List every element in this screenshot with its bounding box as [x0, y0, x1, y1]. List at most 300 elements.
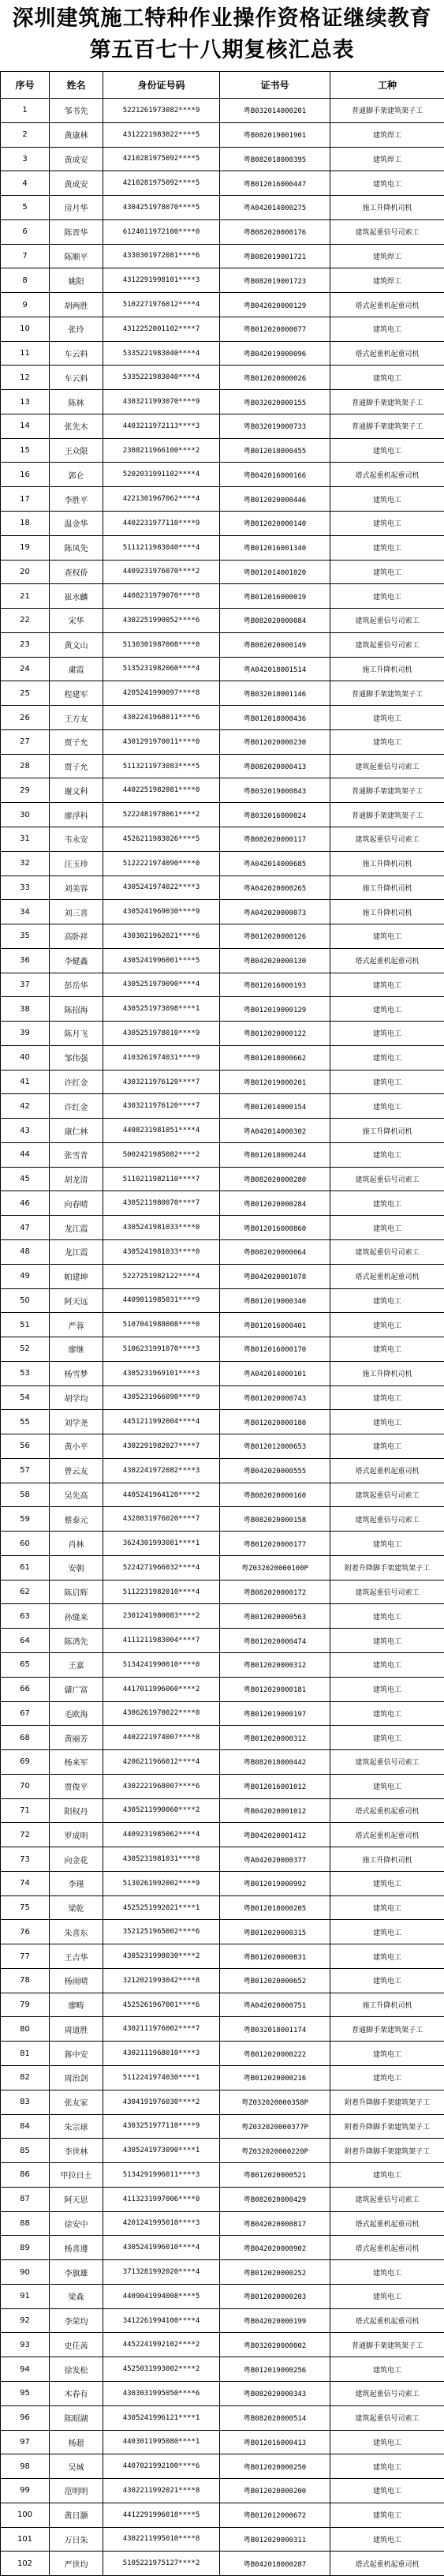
- cell-cert: 粤B042020000129: [220, 293, 330, 317]
- cell-trade: 施工升降机司机: [330, 657, 444, 681]
- cell-name: 贾俊平: [50, 1774, 103, 1798]
- cell-trade: 建筑电工: [330, 1434, 444, 1459]
- cell-name: 徐发松: [50, 2357, 103, 2382]
- cell-trade: 建筑电工: [330, 997, 444, 1022]
- cell-seq: 8: [1, 268, 50, 293]
- cell-trade: 建筑电工: [330, 366, 444, 390]
- table-row: [1, 219, 444, 244]
- table-row: [1, 2357, 444, 2382]
- cell-cert: 粤B032019000843: [220, 778, 330, 803]
- cell-name: 杨喜遵: [50, 2236, 103, 2260]
- table-row: [1, 366, 444, 390]
- cell-seq: 45: [1, 1167, 50, 1191]
- cell-name: 康仁林: [50, 1119, 103, 1143]
- cell-cert: 粤A042014000302: [220, 1119, 330, 1143]
- cell-name: 范明明: [50, 2479, 103, 2503]
- cell-seq: 64: [1, 1629, 50, 1653]
- cell-name: 帕建坤: [50, 1264, 103, 1288]
- cell-id: 5110211982110****7: [103, 1167, 220, 1191]
- cell-trade: 建筑电工: [330, 729, 444, 754]
- table-row: [1, 1434, 444, 1459]
- cell-trade: 塔式起重机起重司机: [330, 2552, 444, 2576]
- table-row: [1, 706, 444, 730]
- cell-cert: 粤B012020000521: [220, 2163, 330, 2188]
- cell-name: 吴先高: [50, 1483, 103, 1507]
- cell-id: 4305231966090****9: [103, 1385, 220, 1410]
- cell-cert: 粤B082020000160: [220, 1483, 330, 1507]
- cell-id: 5222481978061****2: [103, 803, 220, 827]
- table-row: [1, 778, 444, 803]
- cell-id: 4305231969101****3: [103, 1361, 220, 1385]
- cell-cert: 粤B042018000287: [220, 2552, 330, 2576]
- cell-seq: 10: [1, 317, 50, 341]
- table-row: [1, 2479, 444, 2503]
- cell-seq: 46: [1, 1191, 50, 1216]
- cell-trade: 附着升降脚手架建筑架子工: [330, 1555, 444, 1580]
- cell-cert: 粤B082020000149: [220, 632, 330, 657]
- table-row: [1, 1580, 444, 1604]
- table-row: [1, 1142, 444, 1167]
- cell-trade: 建筑起重信号司索工: [330, 2187, 444, 2211]
- table-row: [1, 2187, 444, 2211]
- cell-id: 5107041988008****0: [103, 1313, 220, 1337]
- cell-trade: 建筑焊工: [330, 244, 444, 268]
- cell-cert: 粤B012020000222: [220, 2042, 330, 2066]
- cell-id: 2308211966100****2: [103, 438, 220, 463]
- cell-name: 李瑾: [50, 1871, 103, 1895]
- cell-trade: 建筑电工: [330, 1532, 444, 1556]
- cell-cert: 粤B012020000026: [220, 366, 330, 390]
- cell-seq: 98: [1, 2454, 50, 2479]
- cell-trade: 建筑电工: [330, 2163, 444, 2188]
- cell-cert: 粤Z032020000100P: [220, 1555, 330, 1580]
- cell-trade: 建筑电工: [330, 973, 444, 997]
- title-line-2: 第五百七十八期复核汇总表: [0, 35, 444, 66]
- cell-seq: 47: [1, 1216, 50, 1240]
- cell-id: 4408231979070****8: [103, 584, 220, 609]
- table-row: [1, 438, 444, 463]
- cell-cert: 粤B012020000284: [220, 1191, 330, 1216]
- cell-trade: 施工升降机司机: [330, 900, 444, 924]
- cell-trade: 建筑起重信号司索工: [330, 1167, 444, 1191]
- cell-seq: 52: [1, 1337, 50, 1362]
- cell-id: 4302111968010****3: [103, 2042, 220, 2066]
- cell-seq: 5: [1, 196, 50, 220]
- table-row: [1, 2284, 444, 2308]
- cell-cert: 粤B012019000340: [220, 1288, 330, 1313]
- cell-seq: 21: [1, 584, 50, 609]
- table-row: [1, 1216, 444, 1240]
- cell-trade: 施工升降机司机: [330, 1361, 444, 1385]
- cell-trade: 建筑焊工: [330, 122, 444, 147]
- cell-id: 3412261994100****4: [103, 2308, 220, 2333]
- cell-trade: 建筑电工: [330, 487, 444, 512]
- header-trade: 工种: [330, 72, 444, 99]
- cell-cert: 粤B012019000197: [220, 1701, 330, 1726]
- cell-name: 龙江霞: [50, 1239, 103, 1264]
- cell-trade: 施工升降机司机: [330, 851, 444, 876]
- table-row: [1, 1823, 444, 1847]
- table-row: [1, 317, 444, 341]
- cell-id: 5112241974030****1: [103, 2066, 220, 2090]
- cell-name: 车云料: [50, 366, 103, 390]
- cell-trade: 建筑电工: [330, 2066, 444, 2090]
- cell-id: 4525251992021****1: [103, 1895, 220, 1920]
- cell-name: 梁森: [50, 2284, 103, 2308]
- cell-trade: 建筑起重信号司索工: [330, 219, 444, 244]
- cell-id: 4302241972082****3: [103, 1458, 220, 1483]
- cell-id: 4305251973098****1: [103, 997, 220, 1022]
- cell-name: 杨来军: [50, 1750, 103, 1775]
- cell-cert: 粤B012019000129: [220, 997, 330, 1022]
- table-row: [1, 487, 444, 512]
- table-row: [1, 2163, 444, 2188]
- cell-name: 朱喜东: [50, 1920, 103, 1944]
- cell-name: 张友家: [50, 2090, 103, 2114]
- cell-seq: 56: [1, 1434, 50, 1459]
- cell-name: 李荣均: [50, 2308, 103, 2333]
- cell-name: 徐安中: [50, 2211, 103, 2236]
- cell-name: 黄丽芳: [50, 1726, 103, 1750]
- cell-seq: 53: [1, 1361, 50, 1385]
- cell-trade: 建筑电工: [330, 1094, 444, 1119]
- cell-name: 朱宗球: [50, 2114, 103, 2139]
- cell-id: 4328031976020****7: [103, 1507, 220, 1532]
- cell-cert: 粤B082020000280: [220, 1167, 330, 1191]
- cell-id: 4303211993070****9: [103, 390, 220, 414]
- table-row: [1, 268, 444, 293]
- cell-seq: 50: [1, 1288, 50, 1313]
- cell-id: 4305241981033****0: [103, 1216, 220, 1240]
- cell-id: 4305251979090****4: [103, 973, 220, 997]
- table-row: [1, 876, 444, 900]
- cell-id: 4417011996060****2: [103, 1677, 220, 1701]
- cell-seq: 93: [1, 2333, 50, 2357]
- cell-id: 4302211995010****8: [103, 2527, 220, 2552]
- cell-cert: 粤B012020000203: [220, 2284, 330, 2308]
- cell-seq: 24: [1, 657, 50, 681]
- cell-seq: 26: [1, 706, 50, 730]
- cell-cert: 粤B082020000176: [220, 219, 330, 244]
- cell-seq: 35: [1, 924, 50, 949]
- table-row: [1, 293, 444, 317]
- cell-cert: 粤B012020000216: [220, 2066, 330, 2090]
- cell-name: 刘学尧: [50, 1410, 103, 1434]
- cell-trade: 建筑电工: [330, 535, 444, 560]
- table-row: [1, 1483, 444, 1507]
- cell-seq: 39: [1, 1022, 50, 1046]
- cell-trade: 附着升降脚手架建筑架子工: [330, 2114, 444, 2139]
- cell-seq: 95: [1, 2381, 50, 2405]
- cell-trade: 建筑电工: [330, 1191, 444, 1216]
- table-row: [1, 1022, 444, 1046]
- cell-cert: 粤B082018000395: [220, 147, 330, 171]
- cell-id: 5130301987008****0: [103, 632, 220, 657]
- cell-cert: 粤B012016000413: [220, 2430, 330, 2454]
- cell-trade: 建筑起重信号司索工: [330, 1507, 444, 1532]
- cell-id: 3713281992020****4: [103, 2260, 220, 2285]
- cell-cert: 粤B042020001412: [220, 1823, 330, 1847]
- cell-name: 张雪青: [50, 1142, 103, 1167]
- table-row: [1, 1385, 444, 1410]
- cell-trade: 建筑电工: [330, 1944, 444, 1969]
- cell-seq: 65: [1, 1653, 50, 1678]
- cell-name: 肖林: [50, 1532, 103, 1556]
- cell-cert: 粤A042020000751: [220, 1993, 330, 2017]
- cell-id: 4210281975092****5: [103, 171, 220, 196]
- cell-trade: 建筑电工: [330, 1895, 444, 1920]
- cell-name: 王嘉: [50, 1653, 103, 1678]
- cell-id: 4403011995080****1: [103, 2430, 220, 2454]
- cell-trade: 建筑电工: [330, 1774, 444, 1798]
- cell-id: 4302221968007****6: [103, 1774, 220, 1798]
- cell-name: 陈顺平: [50, 244, 103, 268]
- cell-seq: 1: [1, 99, 50, 123]
- cell-id: 4201241995010****3: [103, 2211, 220, 2236]
- cell-trade: 施工升降机司机: [330, 876, 444, 900]
- table-row: [1, 1045, 444, 1070]
- cell-id: 4302211992021****8: [103, 2479, 220, 2503]
- table-row: [1, 973, 444, 997]
- summary-table: [0, 71, 444, 2576]
- table-row: [1, 2405, 444, 2430]
- cell-id: 5113211973083****5: [103, 754, 220, 778]
- cell-name: 杨雪梦: [50, 1361, 103, 1385]
- cell-trade: 建筑起重信号司索工: [330, 1580, 444, 1604]
- cell-name: 蒋中安: [50, 2042, 103, 2066]
- cell-trade: 建筑起重信号司索工: [330, 754, 444, 778]
- cell-name: 黄文山: [50, 632, 103, 657]
- cell-name: 万日朱: [50, 2527, 103, 2552]
- cell-cert: 粤B042020000555: [220, 1458, 330, 1483]
- cell-trade: 建筑电工: [330, 2503, 444, 2527]
- cell-seq: 28: [1, 754, 50, 778]
- cell-name: 廖畴: [50, 1993, 103, 2017]
- cell-id: 4305241996010****4: [103, 2236, 220, 2260]
- cell-id: 4305211980070****7: [103, 1191, 220, 1216]
- table-row: [1, 2503, 444, 2527]
- cell-id: 4305241996121****1: [103, 2405, 220, 2430]
- cell-cert: 粤B082020000158: [220, 1507, 330, 1532]
- cell-trade: 建筑电工: [330, 2479, 444, 2503]
- cell-trade: 建筑起重信号司索工: [330, 1239, 444, 1264]
- table-row: [1, 729, 444, 754]
- cell-name: 谢文科: [50, 778, 103, 803]
- cell-cert: 粤B012020000474: [220, 1629, 330, 1653]
- cell-cert: 粤B082020000117: [220, 827, 330, 851]
- cell-name: 李健鑫: [50, 948, 103, 973]
- cell-seq: 25: [1, 681, 50, 706]
- cell-cert: 粤A042014000275: [220, 196, 330, 220]
- cell-cert: 粤B012016000860: [220, 1216, 330, 1240]
- cell-trade: 建筑电工: [330, 1070, 444, 1094]
- cell-trade: 建筑电工: [330, 1288, 444, 1313]
- table-row: [1, 2527, 444, 2552]
- cell-id: 5221261973082****9: [103, 99, 220, 123]
- cell-cert: 粤B042016000166: [220, 463, 330, 487]
- cell-seq: 88: [1, 2211, 50, 2236]
- cell-id: 4306261970022****0: [103, 1701, 220, 1726]
- cell-trade: 建筑电工: [330, 2042, 444, 2066]
- cell-cert: 粤B012020000180: [220, 1410, 330, 1434]
- cell-trade: 塔式起重机起重司机: [330, 948, 444, 973]
- cell-id: 4304251978070****5: [103, 196, 220, 220]
- cell-trade: 塔式起重机起重司机: [330, 1264, 444, 1288]
- cell-seq: 101: [1, 2527, 50, 2552]
- cell-name: 向春晴: [50, 1191, 103, 1216]
- cell-trade: 建筑电工: [330, 1920, 444, 1944]
- cell-name: 廖浮科: [50, 803, 103, 827]
- cell-cert: 粤B012019000256: [220, 2357, 330, 2382]
- cell-id: 4302251990052****6: [103, 609, 220, 633]
- cell-trade: 普通脚手架建筑架子工: [330, 2017, 444, 2042]
- cell-trade: 塔式起重机起重司机: [330, 2211, 444, 2236]
- cell-seq: 23: [1, 632, 50, 657]
- cell-seq: 58: [1, 1483, 50, 1507]
- cell-seq: 7: [1, 244, 50, 268]
- table-row: [1, 1458, 444, 1483]
- table-row: [1, 2333, 444, 2357]
- cell-cert: 粤B042020000130: [220, 948, 330, 973]
- table-row: [1, 1920, 444, 1944]
- table-row: [1, 2381, 444, 2405]
- cell-name: 陈启辉: [50, 1580, 103, 1604]
- cell-id: 3521251965002****6: [103, 1920, 220, 1944]
- header-id: 身份证号码: [103, 72, 220, 99]
- cell-trade: 建筑电工: [330, 2284, 444, 2308]
- table-row: [1, 2211, 444, 2236]
- cell-cert: 粤B012020000181: [220, 1677, 330, 1701]
- cell-cert: 粤B012020000250: [220, 2454, 330, 2479]
- cell-trade: 建筑电工: [330, 317, 444, 341]
- table-row: [1, 1677, 444, 1701]
- cell-trade: 建筑焊工: [330, 147, 444, 171]
- cell-seq: 31: [1, 827, 50, 851]
- cell-id: 4452241992102****2: [103, 2333, 220, 2357]
- table-row: [1, 1313, 444, 1337]
- cell-seq: 97: [1, 2430, 50, 2454]
- cell-id: 5112231982010****4: [103, 1580, 220, 1604]
- document-title: [0, 0, 444, 71]
- cell-trade: 建筑电工: [330, 584, 444, 609]
- cell-cert: 粤B042020000199: [220, 2308, 330, 2333]
- cell-name: 阳权丹: [50, 1798, 103, 1823]
- cell-seq: 71: [1, 1798, 50, 1823]
- cell-seq: 13: [1, 390, 50, 414]
- table-row: [1, 2066, 444, 2090]
- cell-seq: 67: [1, 1701, 50, 1726]
- table-row: [1, 122, 444, 147]
- cell-id: 5134291996011****3: [103, 2163, 220, 2188]
- table-row: [1, 2552, 444, 2576]
- cell-name: 向金花: [50, 1847, 103, 1872]
- cell-name: 崔水麟: [50, 584, 103, 609]
- cell-trade: 建筑电工: [330, 2454, 444, 2479]
- cell-seq: 14: [1, 414, 50, 438]
- table-row: [1, 900, 444, 924]
- table-row: [1, 1750, 444, 1775]
- cell-cert: 粤B032018001146: [220, 681, 330, 706]
- cell-id: 5106231991070****3: [103, 1337, 220, 1362]
- cell-trade: 塔式起重机起重司机: [330, 293, 444, 317]
- cell-trade: 建筑起重信号司索工: [330, 609, 444, 633]
- cell-id: 5130261992002****9: [103, 1871, 220, 1895]
- cell-id: 5102271976012****4: [103, 293, 220, 317]
- table-header: [1, 72, 444, 99]
- cell-name: 邹书先: [50, 99, 103, 123]
- cell-name: 阿天思: [50, 2187, 103, 2211]
- cell-id: 4330301972081****6: [103, 244, 220, 268]
- cell-seq: 91: [1, 2284, 50, 2308]
- cell-id: 5135231982060****4: [103, 657, 220, 681]
- cell-name: 宋华: [50, 609, 103, 633]
- cell-name: 黄成安: [50, 147, 103, 171]
- table-row: [1, 851, 444, 876]
- cell-cert: 粤B032014000201: [220, 99, 330, 123]
- table-row: [1, 997, 444, 1022]
- cell-id: 5224271966032****4: [103, 1555, 220, 1580]
- cell-seq: 75: [1, 1895, 50, 1920]
- table-row: [1, 609, 444, 633]
- cell-seq: 63: [1, 1604, 50, 1629]
- cell-seq: 37: [1, 973, 50, 997]
- table-row: [1, 1944, 444, 1969]
- cell-cert: 粤B012012000653: [220, 1434, 330, 1459]
- cell-seq: 89: [1, 2236, 50, 2260]
- cell-id: 5227251982122****4: [103, 1264, 220, 1288]
- cell-name: 温金华: [50, 512, 103, 536]
- cell-trade: 施工升降机司机: [330, 196, 444, 220]
- cell-cert: 粤B012019000992: [220, 1871, 330, 1895]
- cell-cert: 粤B082020000343: [220, 2381, 330, 2405]
- cell-seq: 18: [1, 512, 50, 536]
- table-row: [1, 1239, 444, 1264]
- cell-name: 廖继: [50, 1337, 103, 1362]
- cell-id: 4210281975092****5: [103, 147, 220, 171]
- cell-cert: 粤B012020000446: [220, 487, 330, 512]
- header-name: 姓名: [50, 72, 103, 99]
- cell-trade: 塔式起重机起重司机: [330, 1823, 444, 1847]
- cell-trade: 建筑电工: [330, 1410, 444, 1434]
- cell-trade: 建筑电工: [330, 1216, 444, 1240]
- cell-trade: 建筑电工: [330, 1968, 444, 1993]
- cell-seq: 79: [1, 1993, 50, 2017]
- cell-cert: 粤B012020000252: [220, 2260, 330, 2285]
- cell-name: 姚阳: [50, 268, 103, 293]
- cell-id: 4312291998101****3: [103, 268, 220, 293]
- table-row: [1, 414, 444, 438]
- header-cert: 证书号: [220, 72, 330, 99]
- cell-name: 胡学均: [50, 1385, 103, 1410]
- cell-name: 儲广富: [50, 1677, 103, 1701]
- cell-seq: 32: [1, 851, 50, 876]
- cell-id: 4302111976002****7: [103, 2017, 220, 2042]
- cell-name: 梁乾: [50, 1895, 103, 1920]
- cell-trade: 建筑电工: [330, 706, 444, 730]
- cell-name: 杨雨晴: [50, 1968, 103, 1993]
- table-row: [1, 2042, 444, 2066]
- cell-id: 5202031991102****4: [103, 463, 220, 487]
- table-row: [1, 1288, 444, 1313]
- cell-cert: 粤B042020000902: [220, 2236, 330, 2260]
- cell-trade: 建筑起重信号司索工: [330, 1750, 444, 1775]
- cell-cert: 粤Z032020000358P: [220, 2090, 330, 2114]
- cell-trade: 建筑电工: [330, 1871, 444, 1895]
- cell-seq: 66: [1, 1677, 50, 1701]
- cell-cert: 粤B082020000413: [220, 754, 330, 778]
- cell-seq: 96: [1, 2405, 50, 2430]
- cell-id: 4111211983004****7: [103, 1629, 220, 1653]
